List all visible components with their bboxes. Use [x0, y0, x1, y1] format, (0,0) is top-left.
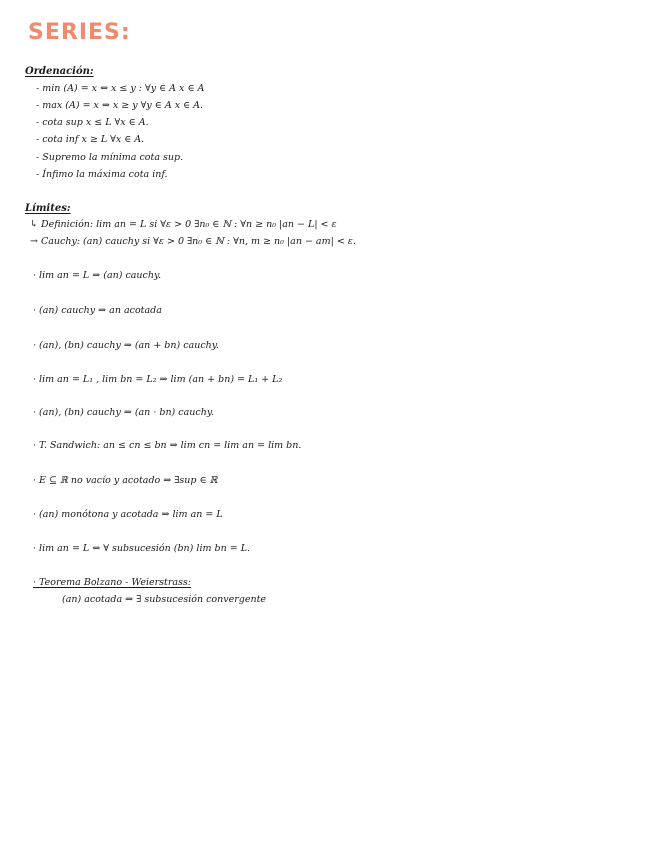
ordenacion-item: - cota sup x ≤ L ∀x ∈ A.: [36, 117, 149, 128]
ordenacion-item: - cota inf x ≥ L ∀x ∈ A.: [36, 134, 145, 145]
property-line: · lim an = L₁ , lim bn = L₂ ⇒ lim (an + bn) = L₁ + L₂: [33, 374, 283, 385]
property-line: · lim an = L ⇔ ∀ subsucesión (bn) lim bn = L.: [33, 543, 251, 554]
ordenacion-item: - max (A) = x ⇔ x ≥ y ∀y ∈ A x ∈ A.: [36, 100, 204, 111]
limites-heading: Límites:: [25, 203, 71, 214]
ordenacion-item: - min (A) = x ⇔ x ≤ y : ∀y ∈ A x ∈ A: [36, 83, 205, 94]
definicion-line: ↳ Definición: lim an = L si ∀ε > 0 ∃n₀ ∈ ℕ : ∀n ≥ n₀ |an − L| < ε: [30, 219, 337, 230]
page-title: SERIES:: [28, 20, 131, 45]
property-line: · (an) monótona y acotada ⇒ lim an = L: [33, 509, 223, 520]
sandwich-theorem-line: · T. Sandwich: an ≤ cn ≤ bn ⇒ lim cn = lim an = lim bn.: [33, 440, 302, 451]
property-line: · (an) cauchy ⇒ an acotada: [33, 305, 162, 316]
ordenacion-heading: Ordenación:: [25, 66, 94, 77]
property-line: · (an), (bn) cauchy ⇒ (an · bn) cauchy.: [33, 407, 214, 418]
property-line: · (an), (bn) cauchy ⇒ (an + bn) cauchy.: [33, 340, 219, 351]
property-line: · lim an = L ⇒ (an) cauchy.: [33, 270, 162, 281]
bolzano-weierstrass-heading: · Teorema Bolzano - Weierstrass:: [33, 577, 191, 588]
property-line: · E ⊆ ℝ no vacío y acotado ⇒ ∃sup ∈ ℝ: [33, 475, 218, 486]
bolzano-weierstrass-text: (an) acotada ⇒ ∃ subsucesión convergente: [62, 594, 267, 605]
cauchy-line: → Cauchy: (an) cauchy si ∀ε > 0 ∃n₀ ∈ ℕ : ∀n, m ≥ n₀ |an − am| < ε.: [30, 236, 356, 247]
ordenacion-item: - Ínfimo la máxima cota inf.: [36, 169, 168, 180]
ordenacion-item: - Supremo la mínima cota sup.: [36, 152, 184, 163]
